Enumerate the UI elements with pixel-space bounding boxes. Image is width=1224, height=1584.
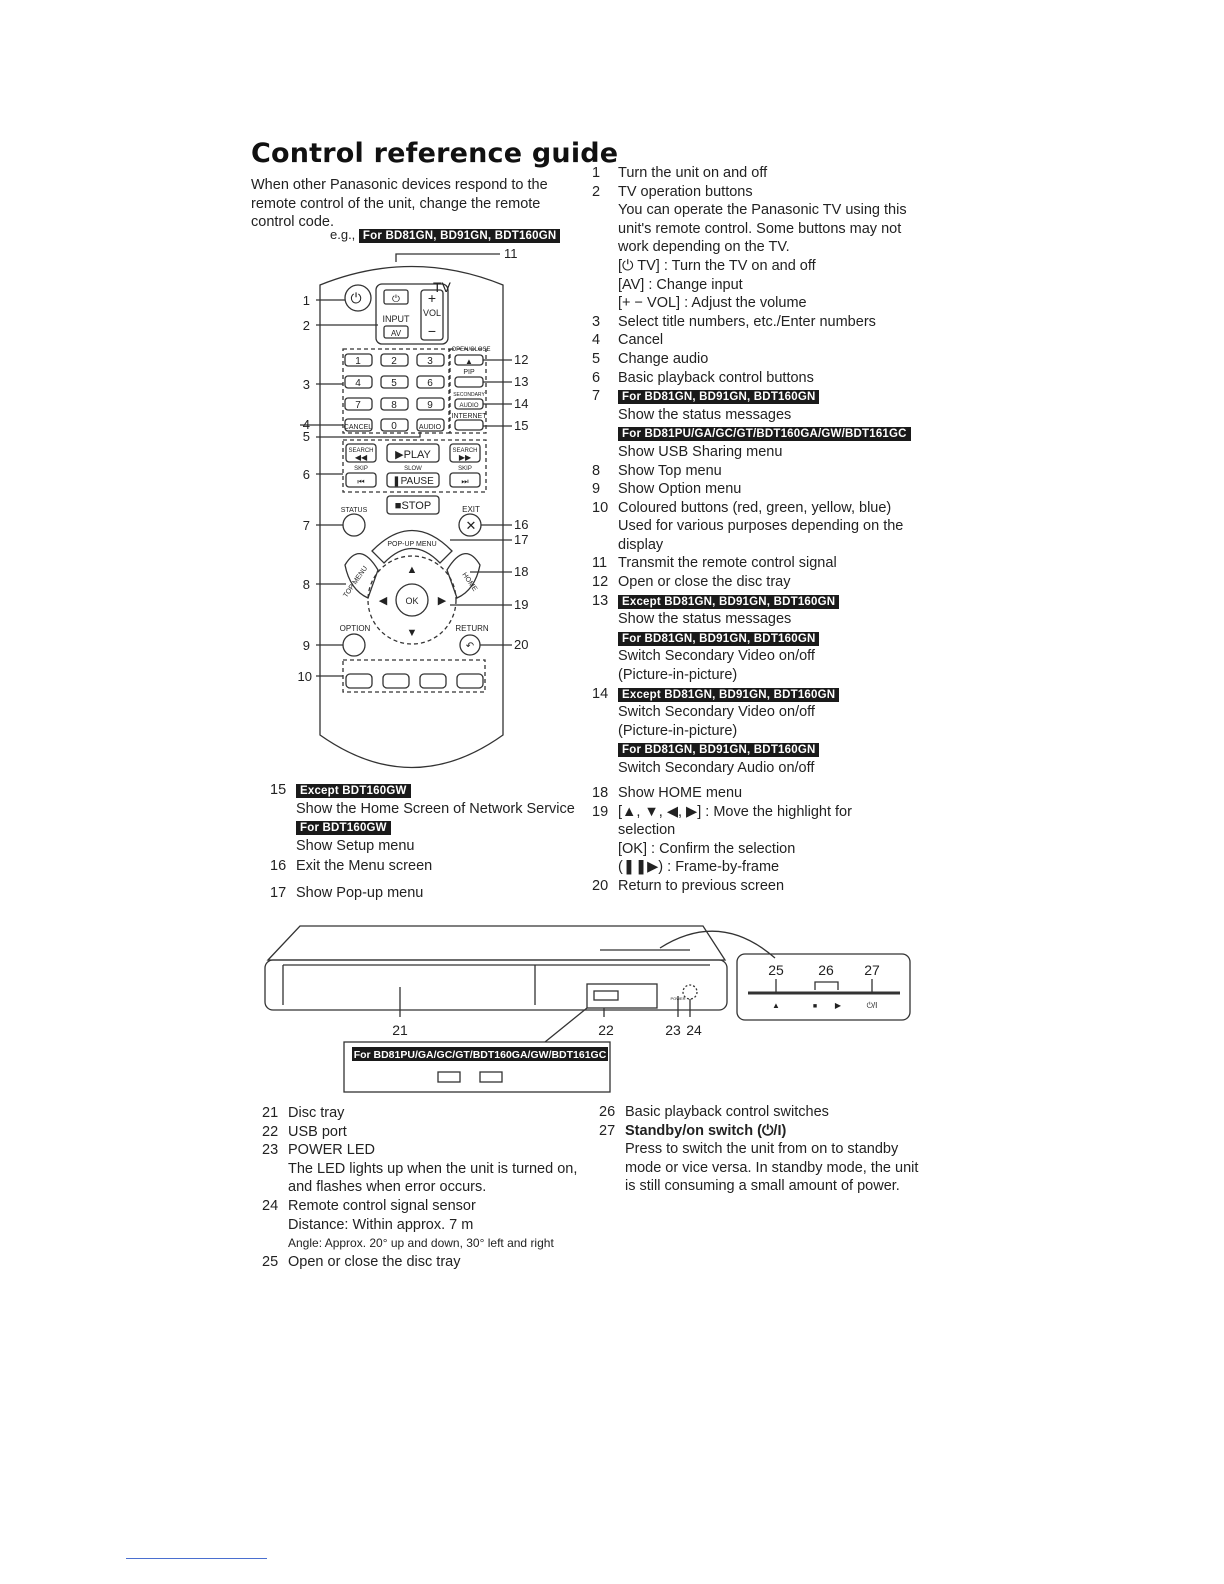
svg-text:SEARCH: SEARCH [348, 448, 374, 454]
list-item [592, 554, 932, 573]
item-text: You can operate the Panasonic TV using this [618, 202, 907, 219]
item-text: Turn the unit on and off [618, 165, 768, 181]
svg-text:−: − [427, 323, 437, 339]
item-text: Open or close the disc tray [618, 574, 791, 591]
item-text: selection [618, 822, 676, 839]
item-text: Change audio [618, 350, 709, 367]
svg-text:AUDIO: AUDIO [459, 403, 479, 409]
list-item [599, 1122, 939, 1196]
remote-control-illustration [290, 242, 550, 782]
svg-text:◀: ◀ [378, 595, 388, 607]
list-item [262, 1197, 592, 1253]
item-number: 19 [592, 803, 609, 820]
item-text: Show the status messages [618, 611, 792, 628]
item-text: (Picture-in-picture) [618, 667, 738, 684]
bottom-left-list [262, 1104, 592, 1271]
item-number: 4 [592, 332, 601, 349]
list-item [262, 1104, 592, 1123]
svg-text:⏻: ⏻ [392, 294, 400, 305]
svg-text:SLOW: SLOW [404, 466, 422, 472]
svg-text:17: 17 [514, 532, 529, 547]
item-text: [⏻ TV] : Turn the TV on and off [618, 257, 816, 274]
svg-text:SEARCH: SEARCH [452, 448, 478, 454]
svg-text:AUDIO: AUDIO [418, 424, 442, 431]
svg-text:6: 6 [302, 467, 310, 482]
item-text: Remote control signal sensor [288, 1197, 476, 1214]
item-text: Switch Secondary Video on/off [618, 704, 815, 721]
item-number: 1 [592, 165, 601, 181]
item-text: Switch Secondary Audio on/off [618, 760, 815, 776]
item-number: 14 [592, 685, 609, 702]
item-text: Basic playback control buttons [618, 369, 814, 386]
svg-text:❚PAUSE: ❚PAUSE [392, 476, 434, 487]
intro-text: When other Panasonic devices respond to the remote control of the unit, change the remote control code. [251, 177, 548, 230]
page-title: Control reference guide [251, 138, 619, 169]
svg-text:1: 1 [302, 293, 310, 308]
item-text: [OK] : Confirm the selection [618, 840, 796, 857]
list-item [592, 784, 932, 803]
svg-text:SKIP: SKIP [354, 466, 368, 472]
svg-text:POP-UP MENU: POP-UP MENU [387, 541, 437, 548]
item-number: 12 [592, 574, 609, 591]
item-text: Disc tray [288, 1105, 345, 1121]
svg-text:24: 24 [686, 1022, 702, 1038]
item-text: Distance: Within approx. 7 m [288, 1216, 474, 1233]
tv-label: TV [433, 279, 451, 295]
item-number: 9 [592, 481, 601, 498]
item-number: 21 [262, 1105, 279, 1121]
item-number: 7 [592, 388, 601, 405]
model-tag: For BDT160GW [296, 821, 391, 835]
item-number: 5 [592, 350, 601, 367]
model-tag: Except BD81GN, BD91GN, BDT160GN [618, 595, 839, 609]
svg-text:2: 2 [302, 318, 310, 333]
bottom-right-list [599, 1103, 939, 1196]
item-number: 8 [592, 462, 601, 479]
item-text: Press to switch the unit from on to standby [625, 1141, 899, 1158]
item-number: 11 [592, 555, 608, 572]
svg-text:20: 20 [514, 637, 529, 652]
item-text: POWER LED [288, 1142, 376, 1159]
item-number: 24 [262, 1197, 279, 1214]
svg-text:19: 19 [514, 597, 529, 612]
item-text: mode or vice versa. In standby mode, the unit [625, 1159, 919, 1176]
svg-text:HOME: HOME [460, 571, 479, 593]
item-number: 23 [262, 1142, 279, 1159]
svg-text:PIP: PIP [463, 369, 475, 376]
svg-text:4: 4 [355, 378, 361, 389]
item-number: 13 [592, 592, 609, 609]
item-text: USB port [288, 1123, 347, 1140]
svg-text:13: 13 [514, 374, 529, 389]
svg-text:9: 9 [427, 400, 433, 411]
item-text: [+ − VOL] : Adjust the volume [618, 295, 807, 312]
svg-text:OK: OK [405, 596, 419, 606]
list-item [592, 331, 932, 350]
svg-text:▼: ▼ [406, 627, 418, 639]
item-text: Show USB Sharing menu [618, 443, 783, 460]
list-item [592, 592, 932, 685]
model-tag: For BD81GN, BD91GN, BDT160GN [618, 743, 819, 757]
model-tag: For BD81GN, BD91GN, BDT160GN [618, 632, 819, 646]
item-number: 18 [592, 785, 609, 801]
item-text: Switch Secondary Video on/off [618, 648, 815, 665]
svg-text:23: 23 [665, 1022, 681, 1038]
svg-text:SKIP: SKIP [458, 466, 472, 472]
item-text: display [618, 536, 664, 553]
list-item [592, 350, 932, 369]
svg-text:↶: ↶ [465, 641, 475, 652]
item-text: Select title numbers, etc./Enter numbers [618, 313, 876, 330]
list-item [592, 164, 932, 183]
svg-text:12: 12 [514, 352, 529, 367]
svg-text:27: 27 [864, 962, 880, 978]
svg-text:AV: AV [390, 329, 402, 338]
svg-text:0: 0 [391, 421, 397, 432]
svg-text:18: 18 [514, 564, 529, 579]
svg-text:7: 7 [302, 518, 310, 533]
model-tag: For BD81GN, BD91GN, BDT160GN [618, 390, 819, 404]
svg-text:11: 11 [504, 246, 518, 261]
svg-text:INPUT: INPUT [382, 314, 410, 324]
svg-text:22: 22 [598, 1022, 614, 1038]
list-item [262, 1253, 592, 1272]
list-item [592, 685, 932, 778]
svg-text:8: 8 [302, 577, 310, 592]
svg-text:21: 21 [392, 1022, 408, 1038]
svg-text:26: 26 [818, 962, 834, 978]
item-text: [AV] : Change input [618, 276, 743, 293]
svg-text:3: 3 [302, 377, 310, 392]
right-list [592, 164, 932, 778]
svg-text:▲: ▲ [406, 564, 418, 576]
list-item [592, 480, 932, 499]
svg-text:6: 6 [427, 378, 433, 389]
item-number: 2 [592, 183, 601, 200]
svg-text:3: 3 [427, 356, 433, 367]
svg-text:▲: ▲ [465, 357, 473, 366]
item-text: unit's remote control. Some buttons may not [618, 220, 902, 237]
example-prefix: e.g., [330, 227, 356, 242]
item-number: 10 [592, 499, 609, 516]
svg-text:⏭: ⏭ [461, 477, 469, 486]
item-text: (Picture-in-picture) [618, 722, 738, 739]
list-item [592, 499, 932, 555]
svg-text:■: ■ [812, 1003, 818, 1010]
list-item-15: 15 Except BDT160GW Show the Home Screen of Network Service For BDT160GW Show Setup menu [270, 782, 575, 854]
item-number: 6 [592, 369, 601, 386]
svg-text:⏮: ⏮ [357, 477, 365, 486]
svg-text:8: 8 [391, 400, 397, 411]
svg-text:TOP MENU: TOP MENU [342, 565, 370, 600]
item-text: Standby/on switch (⏻/I) [625, 1122, 787, 1139]
svg-text:25: 25 [768, 962, 784, 978]
item-text: Show HOME menu [618, 785, 743, 801]
svg-text:10: 10 [297, 669, 312, 684]
svg-text:5: 5 [391, 378, 397, 389]
svg-text:15: 15 [514, 418, 529, 433]
svg-text:▶PLAY: ▶PLAY [395, 449, 431, 461]
list-item [592, 573, 932, 592]
item-text: Open or close the disc tray [288, 1253, 461, 1270]
svg-text:■STOP: ■STOP [394, 500, 432, 512]
svg-text:16: 16 [514, 517, 529, 532]
list-item [262, 1123, 592, 1142]
list-item [592, 183, 932, 313]
footer-rule [126, 1558, 267, 1559]
svg-text:9: 9 [302, 638, 310, 653]
item-text: Show Top menu [618, 462, 722, 479]
list-item-16: 16 Exit the Menu screen [270, 858, 433, 875]
item-text: is still consuming a small amount of power. [625, 1178, 900, 1195]
svg-text:OPEN/CLOSE: OPEN/CLOSE [451, 347, 491, 353]
svg-text:2: 2 [391, 356, 397, 367]
item-number: 20 [592, 877, 609, 894]
svg-text:VOL: VOL [422, 308, 442, 318]
list-item-17: 17 Show Pop-up menu [270, 884, 424, 901]
item-text: The LED lights up when the unit is turned on, [288, 1160, 578, 1177]
model-tag: Except BDT160GW [296, 784, 411, 798]
item-text: Return to previous screen [618, 877, 785, 894]
item-text: Basic playback control switches [625, 1104, 829, 1120]
item-number: 3 [592, 313, 601, 330]
svg-text:4: 4 [302, 417, 310, 432]
item-text: and flashes when error occurs. [288, 1179, 487, 1196]
svg-text:⏻: ⏻ [350, 290, 362, 306]
model-tag: Except BD81GN, BD91GN, BDT160GN [618, 688, 839, 702]
svg-text:✕: ✕ [465, 518, 477, 533]
item-text: TV operation buttons [618, 183, 753, 200]
svg-text:14: 14 [514, 396, 529, 411]
svg-text:+: + [427, 290, 437, 306]
svg-text:▲: ▲ [772, 1001, 780, 1010]
example-line [330, 227, 560, 243]
item-text: Angle: Approx. 20° up and down, 30° left and right [288, 1236, 554, 1251]
model-tag: For BD81PU/GA/GC/GT/BDT160GA/GW/BDT161GC [618, 427, 911, 441]
svg-text:◀◀: ◀◀ [354, 453, 368, 462]
item-number: 25 [262, 1253, 279, 1270]
list-item [592, 877, 932, 896]
svg-text:7: 7 [355, 400, 361, 411]
item-text: Show the status messages [618, 406, 792, 423]
item-text: [▲, ▼, ◀, ▶] : Move the highlight for [618, 803, 852, 820]
item-text: Show Option menu [618, 481, 742, 498]
item-number: 26 [599, 1104, 616, 1120]
item-number: 22 [262, 1123, 279, 1140]
svg-text:▶▶: ▶▶ [458, 453, 472, 462]
svg-text:EXIT: EXIT [462, 505, 480, 514]
svg-text:RETURN: RETURN [455, 624, 489, 633]
list-item [592, 803, 932, 877]
svg-text:STATUS: STATUS [340, 507, 368, 514]
list-item [262, 1141, 592, 1197]
item-text: Used for various purposes depending on the [618, 518, 904, 535]
player-illustration [255, 918, 920, 1098]
svg-text:▶: ▶ [437, 595, 447, 607]
svg-text:▶: ▶ [834, 1001, 842, 1010]
svg-text:OPTION: OPTION [339, 624, 371, 633]
item-text: (❚❚▶) : Frame-by-frame [618, 859, 780, 876]
item-text: Coloured buttons (red, green, yellow, blue) [618, 499, 892, 516]
item-text: Transmit the remote control signal [618, 555, 837, 572]
svg-text:5: 5 [302, 429, 310, 444]
item-text: work depending on the TV. [618, 239, 790, 256]
svg-text:CANCEL: CANCEL [343, 424, 373, 431]
list-item [592, 369, 932, 388]
item-text: Cancel [618, 332, 664, 349]
svg-text:SECONDARY: SECONDARY [453, 392, 485, 398]
svg-text:INTERNET: INTERNET [451, 413, 487, 420]
left-list [270, 781, 590, 903]
svg-text:1: 1 [355, 356, 361, 367]
list-item [592, 313, 932, 332]
svg-text:For BD81PU/GA/GC/GT/BDT160GA/G: For BD81PU/GA/GC/GT/BDT160GA/GW/BDT161GC [353, 1049, 607, 1061]
svg-text:POWER: POWER [670, 996, 686, 1001]
svg-text:⏻/I: ⏻/I [866, 1001, 878, 1010]
list-item [592, 387, 932, 461]
model-tag: For BD81GN, BD91GN, BDT160GN [359, 229, 560, 243]
list-item [599, 1103, 939, 1122]
right-list-2 [592, 784, 932, 896]
item-number: 27 [599, 1122, 616, 1139]
list-item [592, 462, 932, 481]
